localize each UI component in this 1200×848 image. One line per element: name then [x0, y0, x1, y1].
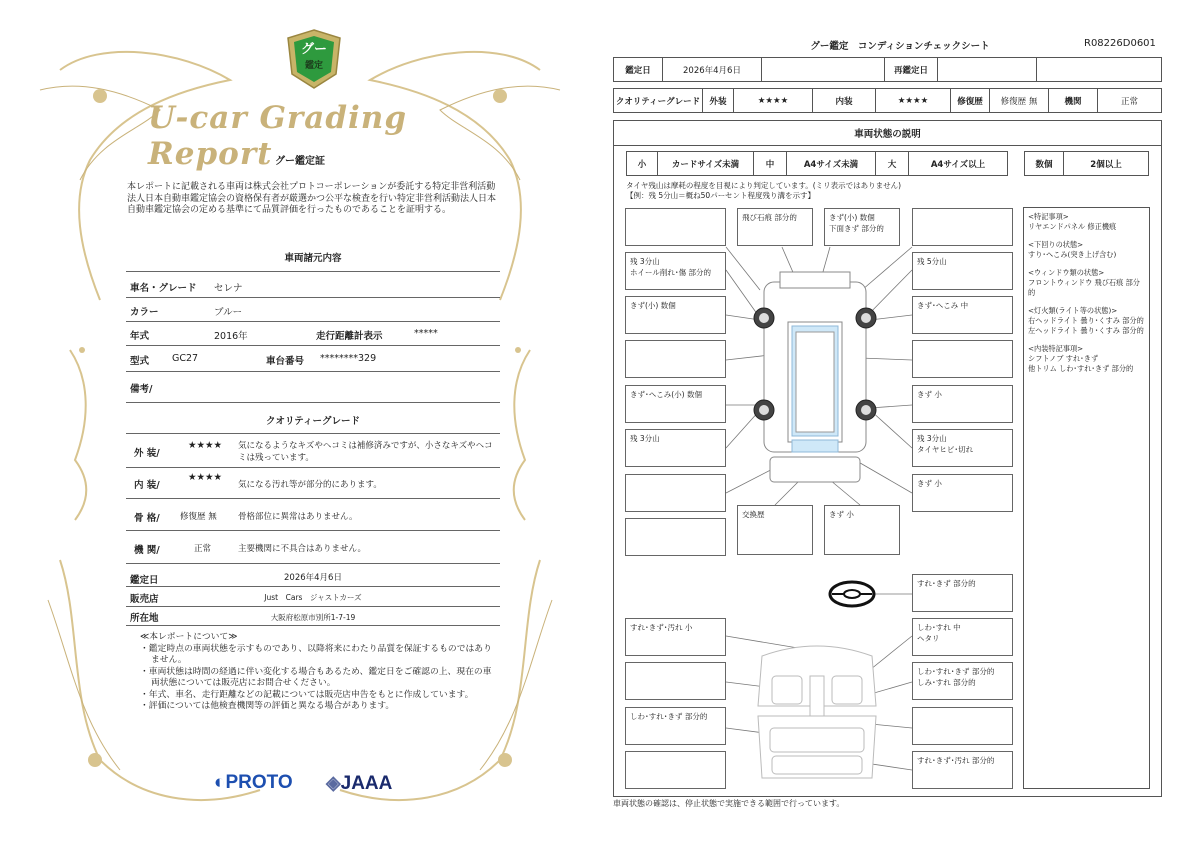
remarks-label: 備考/ — [130, 384, 153, 395]
date-value: 2026年4月6日 — [662, 57, 762, 82]
int-box-text: しわ･すれ･きず 部分的 — [630, 712, 708, 721]
ext-box-left-7 — [625, 474, 726, 512]
ext-box-right-7 — [912, 474, 1013, 512]
divider — [126, 345, 500, 346]
chassis-label: 車台番号 — [266, 356, 305, 367]
note-item: ・評価については他検査機関等の評価と異なる場合があります。 — [140, 701, 395, 711]
ext-box-text: きず(小) 数個 — [829, 213, 875, 222]
model-label: 型式 — [130, 356, 150, 367]
size-l-label: 大 — [875, 151, 909, 176]
sheet-code: R08226D0601 — [1084, 38, 1156, 49]
ext-box-text: きず 小 — [917, 390, 942, 399]
report-notes — [140, 632, 500, 713]
int-label: 内装 — [812, 88, 876, 113]
badge-line2: 鑑定 — [304, 61, 323, 71]
int-box-right-1 — [912, 618, 1013, 656]
year-label: 年式 — [130, 331, 150, 342]
ext-box-bottom-1 — [737, 505, 813, 555]
car-name-label: 車名・グレード — [130, 283, 197, 294]
int-box-text: しわ･すれ･きず 部分的 — [917, 667, 995, 676]
grade-label: クオリティーグレード — [613, 88, 703, 113]
ext-box-text: ホイール削れ･傷 部分的 — [630, 268, 711, 277]
date-label: 鑑定日 — [613, 57, 663, 82]
repair-label: 修復歴 — [950, 88, 990, 113]
divider — [126, 271, 500, 272]
ext-rating: ★★★★ — [733, 88, 813, 113]
ext-box-text: 残 3分山 — [917, 434, 947, 443]
divider — [126, 563, 500, 564]
chassis-value: ********329 — [320, 353, 377, 364]
ext-box-text: きず(小) 数個 — [630, 301, 676, 310]
model-value: GC27 — [172, 353, 199, 364]
repair-value: 修復歴 無 — [989, 88, 1049, 113]
feature-heading: <灯火類(ライト等の状態)> — [1028, 306, 1118, 315]
tire-example: 【例：残 5分山＝概ね50パーセント程度残り溝を示す】 — [626, 191, 816, 200]
ext-box-left-2 — [625, 252, 726, 290]
feature-value: 右ヘッドライト 曇り･くすみ 部分的 — [1028, 316, 1144, 325]
quality-title: クオリティーグレード — [265, 416, 361, 427]
size-s-desc: カードサイズ未満 — [657, 151, 754, 176]
quality-interior-rating: ★★★★ — [188, 472, 223, 483]
jaaa-logo: ◈JAAA — [326, 773, 393, 794]
int-box-right-4 — [912, 751, 1013, 789]
ext-box-text: 下面きず 部分的 — [829, 224, 884, 233]
address-value: 大阪府松原市別所1-7-19 — [270, 613, 356, 622]
divider — [126, 321, 500, 322]
date-label: 鑑定日 — [130, 575, 159, 586]
ext-box-text: 残 5分山 — [917, 257, 947, 266]
quality-frame-comment: 骨格部位に異常はありません。 — [238, 512, 358, 522]
divider — [126, 433, 500, 434]
ext-box-left-6 — [625, 429, 726, 467]
divider — [126, 371, 500, 372]
tire-note: タイヤ残山は摩耗の程度を目視により判定しています。(ミリ表示ではありません) — [626, 181, 902, 190]
feature-value: シフトノブ すれ･きず — [1028, 354, 1099, 363]
divider — [126, 586, 500, 587]
ext-box-right-4 — [912, 340, 1013, 378]
ext-box-top-1 — [737, 208, 813, 246]
quality-engine-rating: 正常 — [194, 544, 212, 554]
size-s-label: 小 — [626, 151, 658, 176]
int-box-left-2 — [625, 662, 726, 700]
engine-label: 機関 — [1048, 88, 1098, 113]
reinspect-label: 再鑑定日 — [884, 57, 938, 82]
engine-value: 正常 — [1097, 88, 1162, 113]
ext-box-left-8 — [625, 518, 726, 556]
feature-value: すり･へこみ(突き上げ含む) — [1028, 250, 1117, 259]
divider — [126, 606, 500, 607]
int-box-text: すれ･きず･汚れ 小 — [630, 623, 693, 632]
feature-heading: <ウィンドウ類の状態> — [1028, 268, 1105, 277]
quality-engine-label: 機 関/ — [134, 545, 160, 556]
size-m-desc: A4サイズ未満 — [786, 151, 876, 176]
int-box-left-4 — [625, 751, 726, 789]
car-top-view-diagram — [750, 262, 880, 492]
int-rating: ★★★★ — [875, 88, 951, 113]
ext-box-text: 飛び石痕 部分的 — [742, 213, 797, 222]
feature-value: フロントウィンドウ 飛び石痕 部分的 — [1028, 278, 1140, 297]
ext-box-text: きず 小 — [917, 479, 942, 488]
ext-box-text: きず･へこみ(小) 数個 — [630, 390, 702, 399]
int-box-left-1 — [625, 618, 726, 656]
state-title: 車両状態の説明 — [854, 129, 921, 140]
divider — [126, 498, 500, 499]
feature-heading: <下回りの状態> — [1028, 240, 1084, 249]
ext-box-left-3 — [625, 296, 726, 334]
specs-title: 車両諸元内容 — [284, 253, 342, 264]
certificate-title: グー鑑定証 — [275, 156, 325, 167]
ext-box-left-5 — [625, 385, 726, 423]
count-label: 数個 — [1024, 151, 1064, 176]
quality-frame-rating: 修復歴 無 — [180, 512, 217, 522]
quality-exterior-comment: 気になるようなキズやヘコミは補修済みですが、小さなキズやヘコミは残っています。 — [238, 441, 493, 463]
jaaa-logo-text: JAAA — [340, 773, 393, 794]
ext-box-text: きず 小 — [829, 510, 854, 519]
ext-box-text: タイヤヒビ･切れ — [917, 445, 974, 454]
feature-heading: <特記事項> — [1028, 212, 1069, 221]
ext-box-left-1 — [625, 208, 726, 246]
proto-logo-text: PROTO — [225, 772, 293, 793]
divider — [126, 530, 500, 531]
int-box-text: しわ･すれ 中 — [917, 623, 961, 632]
notes-title: ≪本レポートについて≫ — [140, 632, 238, 642]
int-box-text: ヘタリ — [917, 634, 940, 643]
quality-interior-label: 内 装/ — [134, 480, 160, 491]
divider — [126, 297, 500, 298]
note-item: ・鑑定時点の車両状態を示すものであり、以降将来にわたり品質を保証するものではありません。 — [140, 643, 492, 665]
int-box-text: すれ･きず 部分的 — [917, 579, 976, 588]
ext-box-text: 残 3分山 — [630, 434, 660, 443]
intro-text: 本レポートに記載される車両は株式会社プロトコーポレーションが委託する特定非営利活動法人日本自動車鑑定協会の資格保有者が厳選かつ公平な検査を行い特定非営利活動法人日本自動車鑑定協会の定める基準にて品質評価を行ったものであることを証明する。 — [127, 182, 497, 215]
feature-value: リヤエンドパネル 修正機痕 — [1028, 222, 1117, 231]
ext-label: 外装 — [702, 88, 734, 113]
ext-box-right-2 — [912, 252, 1013, 290]
ext-box-right-6 — [912, 429, 1013, 467]
int-box-left-3 — [625, 707, 726, 745]
ext-box-right-3 — [912, 296, 1013, 334]
size-m-label: 中 — [753, 151, 787, 176]
int-box-text: しみ･すれ 部分的 — [917, 678, 976, 687]
year-value: 2016年 — [214, 331, 248, 342]
quality-interior-comment: 気になる汚れ等が部分的にあります。 — [238, 480, 382, 490]
badge-line1: グー — [300, 42, 327, 57]
size-l-desc: A4サイズ以上 — [908, 151, 1008, 176]
int-box-right-3 — [912, 707, 1013, 745]
color-label: カラー — [130, 307, 159, 318]
feature-value: 他トリム しわ･すれ･きず 部分的 — [1028, 364, 1134, 373]
ext-box-top-2 — [824, 208, 900, 246]
car-name-value: セレナ — [214, 283, 243, 294]
sheet-title: グー鑑定 コンディションチェックシート — [810, 41, 990, 52]
shop-value: Just Cars ジャストカーズ — [264, 593, 362, 602]
features-panel — [1023, 207, 1150, 789]
shop-label: 販売店 — [130, 594, 159, 605]
script-title: U-car Grading Report — [148, 100, 408, 172]
feature-heading: <内装特記事項> — [1028, 344, 1084, 353]
ext-box-bottom-2 — [824, 505, 900, 555]
ext-box-left-4 — [625, 340, 726, 378]
feature-value: 左ヘッドライト 曇り･くすみ 部分的 — [1028, 326, 1144, 335]
mileage-value: ***** — [414, 328, 438, 339]
footer-note: 車両状態の確認は、停止状態で実施できる範囲で行っています。 — [613, 799, 845, 808]
note-item: ・車両状態は時間の経過に伴い変化する場合もあるため、鑑定日をご確認の上、現在の車両状態については販売店にお問合せください。 — [140, 666, 492, 688]
date-value: 2026年4月6日 — [284, 573, 342, 583]
quality-frame-label: 骨 格/ — [134, 513, 160, 524]
ext-box-text: 残 3分山 — [630, 257, 660, 266]
divider — [126, 467, 500, 468]
divider — [126, 625, 500, 626]
condition-check-sheet — [600, 0, 1200, 848]
int-box-wheel — [912, 574, 1013, 612]
count-desc: 2個以上 — [1063, 151, 1149, 176]
mileage-label: 走行距離計表示 — [316, 331, 383, 342]
ext-box-right-1 — [912, 208, 1013, 246]
ext-box-right-5 — [912, 385, 1013, 423]
quality-engine-comment: 主要機関に不具合はありません。 — [238, 544, 367, 554]
quality-exterior-label: 外 装/ — [134, 448, 160, 459]
int-box-right-2 — [912, 662, 1013, 700]
quality-exterior-rating: ★★★★ — [188, 440, 223, 451]
ext-box-text: きず･へこみ 中 — [917, 301, 969, 310]
ext-box-text: 交換歴 — [742, 510, 765, 519]
int-box-text: すれ･きず･汚れ 部分的 — [917, 756, 995, 765]
divider — [126, 402, 500, 403]
steering-wheel-icon — [827, 578, 877, 610]
car-interior-diagram — [752, 636, 882, 784]
color-value: ブルー — [214, 307, 243, 318]
proto-logo: ◐PROTO — [214, 772, 293, 793]
address-label: 所在地 — [130, 613, 159, 624]
note-item: ・年式、車名、走行距離などの記載については販売店申告をもとに作成しています。 — [140, 689, 474, 700]
